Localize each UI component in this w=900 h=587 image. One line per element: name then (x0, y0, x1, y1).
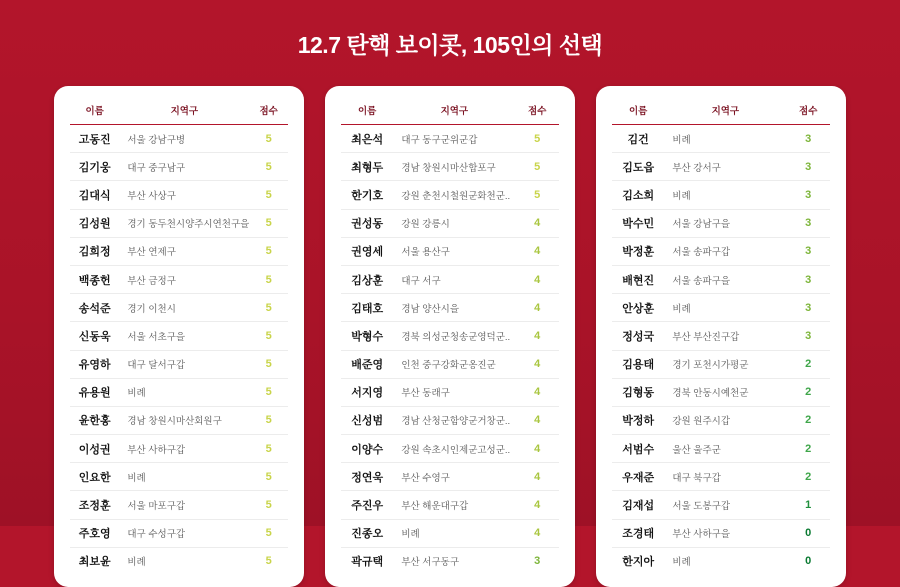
table-row (612, 294, 830, 322)
cell-district: 비례 (393, 519, 515, 547)
cell-score: 0 (786, 519, 830, 547)
cell-score: 2 (786, 378, 830, 406)
cell-score: 3 (786, 265, 830, 293)
table-row (612, 491, 830, 519)
cell-name: 박정훈 (612, 237, 664, 265)
table-row (612, 547, 830, 575)
cell-district: 부산 부산진구갑 (664, 322, 786, 350)
list-card-2 (325, 86, 575, 587)
cell-score: 3 (534, 555, 541, 568)
table-row (341, 237, 559, 265)
cell-score: 5 (249, 322, 288, 350)
cell-name: 김대식 (70, 181, 119, 209)
cell-district: 서울 송파구갑 (664, 237, 786, 265)
table-row (612, 435, 830, 463)
cell-score: 4 (515, 350, 559, 378)
cell-score: 2 (786, 463, 830, 491)
cell-name: 한기호 (341, 181, 393, 209)
table-row (612, 181, 830, 209)
cell-score: 5 (249, 463, 288, 491)
table-header-row (612, 100, 830, 125)
table-row (70, 519, 288, 547)
table-row (341, 547, 559, 575)
cell-score: 3 (786, 322, 830, 350)
table-row (612, 322, 830, 350)
table-row (341, 209, 559, 237)
cell-score: 5 (249, 435, 288, 463)
cell-district: 경남 양산시을 (393, 294, 515, 322)
cell-score: 5 (249, 237, 288, 265)
column-header-score: 점수 (249, 100, 288, 125)
cell-name: 권성동 (341, 209, 393, 237)
cell-score: 0 (805, 555, 812, 568)
cell-name: 박수민 (612, 209, 664, 237)
table-body-3 (612, 125, 830, 576)
cell-name: 이성권 (70, 435, 119, 463)
member-table-2 (341, 100, 559, 575)
table-row (341, 181, 559, 209)
cell-name: 서범수 (612, 435, 664, 463)
cell-score: 5 (249, 181, 288, 209)
cell-district: 울산 울주군 (664, 435, 786, 463)
table-row (70, 265, 288, 293)
cell-score: 5 (515, 181, 559, 209)
cell-score: 4 (515, 378, 559, 406)
table-body-2 (341, 125, 559, 576)
column-header-name: 이름 (612, 100, 664, 125)
cell-district: 대구 중구남구 (119, 153, 249, 181)
cell-name: 권영세 (341, 237, 393, 265)
cell-district: 비례 (664, 181, 786, 209)
cell-district: 서울 서초구을 (119, 322, 249, 350)
cell-name: 주진우 (341, 491, 393, 519)
column-header-score: 점수 (515, 100, 559, 125)
column-header-district: 지역구 (664, 100, 786, 125)
table-row (70, 209, 288, 237)
cell-district: 경기 이천시 (119, 294, 249, 322)
table-header-row (341, 100, 559, 125)
cell-district: 대구 수성구갑 (119, 519, 249, 547)
cell-district: 부산 동래구 (393, 378, 515, 406)
table-row (341, 406, 559, 434)
card-columns (0, 86, 900, 587)
table-row (341, 153, 559, 181)
column-header-district: 지역구 (393, 100, 515, 125)
cell-score: 3 (786, 294, 830, 322)
table-row (70, 322, 288, 350)
table-header-row (70, 100, 288, 125)
member-table-1 (70, 100, 288, 575)
cell-district: 부산 수영구 (393, 463, 515, 491)
cell-name: 박정하 (612, 406, 664, 434)
cell-district: 서울 용산구 (393, 237, 515, 265)
table-row (341, 350, 559, 378)
cell-score: 4 (515, 435, 559, 463)
cell-name: 배현진 (612, 265, 664, 293)
cell-score: 2 (786, 406, 830, 434)
cell-score: 4 (515, 463, 559, 491)
table-row (341, 519, 559, 547)
cell-name: 우재준 (612, 463, 664, 491)
cell-score: 5 (249, 265, 288, 293)
cell-name: 조경태 (612, 519, 664, 547)
table-row (612, 350, 830, 378)
table-row (341, 322, 559, 350)
table-row (341, 378, 559, 406)
cell-score: 5 (249, 519, 288, 547)
table-row (612, 237, 830, 265)
cell-district: 비례 (664, 294, 786, 322)
column-header-score: 점수 (786, 100, 830, 125)
cell-name: 김도읍 (612, 153, 664, 181)
cell-name: 최형두 (341, 153, 393, 181)
cell-district: 경기 동두천시양주시연천구을 (119, 209, 249, 237)
table-row (341, 435, 559, 463)
cell-district: 부산 강서구 (664, 153, 786, 181)
cell-district: 경남 산청군함양군거창군.. (393, 406, 515, 434)
cell-score: 4 (515, 237, 559, 265)
cell-name: 김성원 (70, 209, 119, 237)
cell-district: 강원 춘천시철원군화천군.. (393, 181, 515, 209)
table-row (70, 294, 288, 322)
cell-district: 서울 강남구을 (664, 209, 786, 237)
cell-district: 강원 속초시인제군고성군.. (393, 435, 515, 463)
cell-name: 정성국 (612, 322, 664, 350)
cell-name: 김형동 (612, 378, 664, 406)
column-header-name: 이름 (70, 100, 119, 125)
cell-district: 부산 서구동구 (401, 557, 460, 569)
cell-district: 강원 원주시갑 (664, 406, 786, 434)
cell-score: 5 (249, 350, 288, 378)
cell-score: 4 (515, 519, 559, 547)
cell-score: 4 (515, 322, 559, 350)
table-row (70, 463, 288, 491)
cell-district: 부산 사하구갑 (119, 435, 249, 463)
cell-district: 서울 강남구병 (119, 125, 249, 153)
cell-score: 5 (265, 555, 272, 568)
table-header-2 (341, 100, 559, 125)
table-body-1 (70, 125, 288, 576)
cell-district: 경북 안동시예천군 (664, 378, 786, 406)
cell-district: 경기 포천시가평군 (664, 350, 786, 378)
column-header-district: 지역구 (119, 100, 249, 125)
list-card-3 (596, 86, 846, 587)
cell-name: 이양수 (341, 435, 393, 463)
column-header-name: 이름 (341, 100, 393, 125)
cell-district: 강원 강릉시 (393, 209, 515, 237)
table-row (70, 237, 288, 265)
table-row (70, 491, 288, 519)
cell-name: 김상훈 (341, 265, 393, 293)
cell-score: 5 (249, 491, 288, 519)
cell-score: 3 (786, 209, 830, 237)
cell-name: 최은석 (341, 125, 393, 153)
cell-district: 대구 달서구갑 (119, 350, 249, 378)
cell-district: 비례 (127, 557, 146, 569)
cell-name: 서지영 (341, 378, 393, 406)
cell-district: 비례 (672, 557, 691, 569)
cell-district: 부산 연제구 (119, 237, 249, 265)
cell-score: 3 (786, 125, 830, 153)
cell-district: 대구 서구 (393, 265, 515, 293)
cell-name: 송석준 (70, 294, 119, 322)
cell-score: 5 (249, 378, 288, 406)
table-header-1 (70, 100, 288, 125)
cell-score: 4 (515, 265, 559, 293)
cell-district: 부산 사하구을 (664, 519, 786, 547)
table-row (612, 378, 830, 406)
cell-score: 3 (786, 237, 830, 265)
cell-score: 2 (786, 350, 830, 378)
cell-name: 조정훈 (70, 491, 119, 519)
table-row (612, 463, 830, 491)
cell-district: 서울 도봉구갑 (664, 491, 786, 519)
cell-score: 5 (249, 209, 288, 237)
cell-score: 4 (515, 294, 559, 322)
table-row (70, 125, 288, 153)
table-row (341, 491, 559, 519)
cell-name: 곽규택 (351, 556, 384, 569)
cell-name: 한지아 (622, 556, 655, 569)
cell-name: 신동욱 (70, 322, 119, 350)
table-row (341, 125, 559, 153)
cell-district: 경북 의성군청송군영덕군.. (393, 322, 515, 350)
cell-name: 인요한 (70, 463, 119, 491)
table-row (70, 350, 288, 378)
cell-name: 김용태 (612, 350, 664, 378)
table-header-3 (612, 100, 830, 125)
cell-name: 최보윤 (78, 556, 111, 569)
page-title: 12.7 탄핵 보이콧, 105인의 선택 (297, 32, 603, 58)
cell-name: 주호영 (70, 519, 119, 547)
cell-name: 신성범 (341, 406, 393, 434)
list-card-1 (54, 86, 304, 587)
cell-name: 김소희 (612, 181, 664, 209)
cell-name: 진종오 (341, 519, 393, 547)
cell-score: 3 (786, 181, 830, 209)
cell-name: 윤한홍 (70, 406, 119, 434)
table-row (612, 265, 830, 293)
cell-name: 백종헌 (70, 265, 119, 293)
cell-district: 대구 북구갑 (664, 463, 786, 491)
cell-score: 5 (515, 153, 559, 181)
cell-name: 고동진 (70, 125, 119, 153)
cell-score: 3 (786, 153, 830, 181)
cell-name: 김건 (612, 125, 664, 153)
cell-score: 5 (249, 294, 288, 322)
table-row (341, 294, 559, 322)
cell-score: 5 (249, 406, 288, 434)
table-row (612, 406, 830, 434)
cell-district: 인천 중구강화군옹진군 (393, 350, 515, 378)
cell-district: 비례 (119, 378, 249, 406)
table-row (341, 265, 559, 293)
cell-name: 안상훈 (612, 294, 664, 322)
cell-score: 4 (515, 491, 559, 519)
table-row (612, 519, 830, 547)
cell-district: 서울 송파구을 (664, 265, 786, 293)
cell-score: 5 (249, 125, 288, 153)
table-row (70, 378, 288, 406)
table-row (70, 153, 288, 181)
cell-name: 김재섭 (612, 491, 664, 519)
table-row (612, 125, 830, 153)
table-row (612, 153, 830, 181)
cell-score: 5 (249, 153, 288, 181)
cell-district: 비례 (119, 463, 249, 491)
cell-name: 유용원 (70, 378, 119, 406)
cell-district: 부산 해운대구갑 (393, 491, 515, 519)
cell-district: 대구 동구군위군갑 (393, 125, 515, 153)
cell-district: 경남 창원시마산회원구 (119, 406, 249, 434)
cell-district: 부산 사상구 (119, 181, 249, 209)
cell-name: 김태호 (341, 294, 393, 322)
cell-score: 2 (786, 435, 830, 463)
table-row (70, 435, 288, 463)
table-row (70, 406, 288, 434)
table-row (341, 463, 559, 491)
cell-name: 배준영 (341, 350, 393, 378)
cell-score: 1 (786, 491, 830, 519)
cell-name: 유영하 (70, 350, 119, 378)
cell-name: 정연욱 (341, 463, 393, 491)
cell-district: 경남 창원시마산합포구 (393, 153, 515, 181)
table-row (612, 209, 830, 237)
cell-district: 서울 마포구갑 (119, 491, 249, 519)
member-table-3 (612, 100, 830, 575)
cell-score: 5 (515, 125, 559, 153)
table-row (70, 547, 288, 575)
cell-score: 4 (515, 209, 559, 237)
cell-district: 부산 금정구 (119, 265, 249, 293)
cell-name: 김기웅 (70, 153, 119, 181)
cell-score: 4 (515, 406, 559, 434)
cell-name: 김희정 (70, 237, 119, 265)
cell-district: 비례 (664, 125, 786, 153)
cell-name: 박형수 (341, 322, 393, 350)
table-row (70, 181, 288, 209)
